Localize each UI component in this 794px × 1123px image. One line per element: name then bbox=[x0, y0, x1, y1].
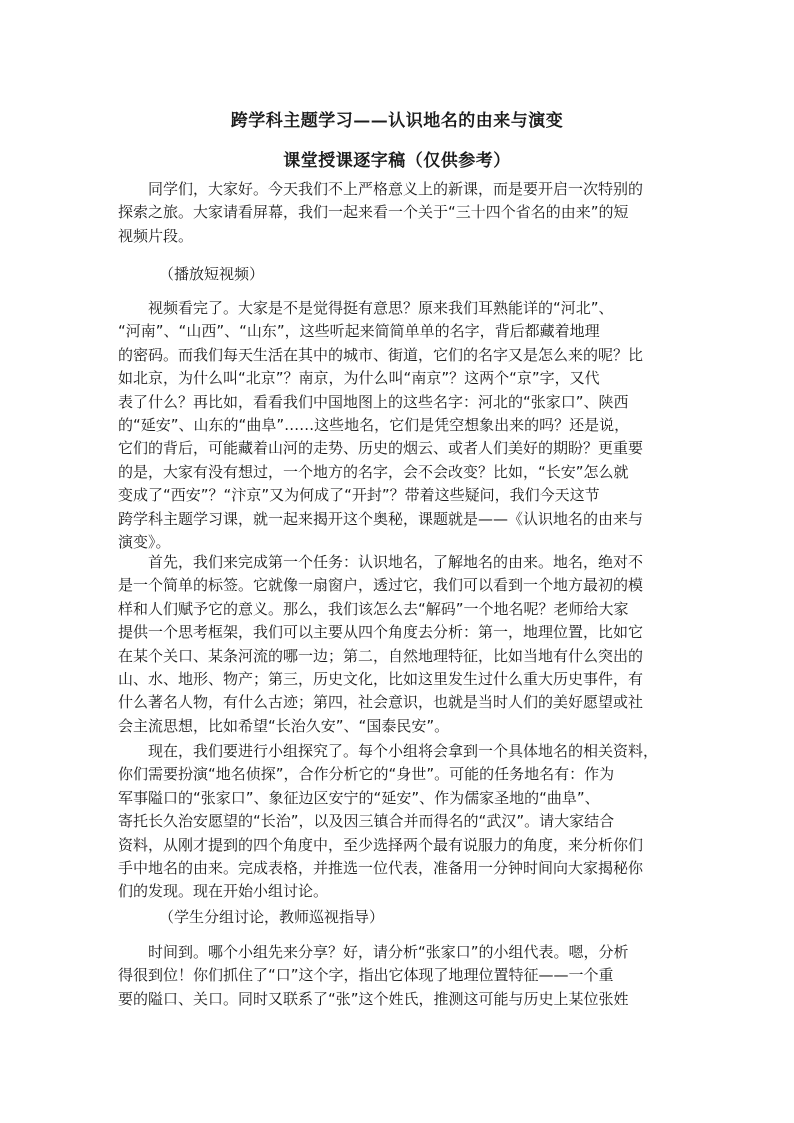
text-line: 寄托长久治安愿望的“长治”，以及因三镇合并而得名的“武汉”。请大家结合 bbox=[118, 812, 615, 831]
paragraph-group-inquiry bbox=[118, 740, 674, 904]
text-line: 的“延安”、山东的“曲阜”……这些地名，它们是凭空想象出来的吗？还是说， bbox=[118, 416, 630, 435]
text-line: 视频看完了。大家是不是觉得挺有意思？原来我们耳熟能详的“河北”、 bbox=[118, 299, 614, 317]
text-line: 提供一个思考框架，我们可以主要从四个角度去分析：第一，地理位置，比如它 bbox=[118, 623, 644, 642]
text-line: 在某个关口、某条河流的哪一边；第二，自然地理特征，比如当地有什么突出的 bbox=[118, 646, 644, 665]
text-line: 的是，大家有没有想过，一个地方的名字，会不会改变？比如，“长安”怎么就 bbox=[118, 462, 629, 481]
text-line: 首先，我们来完成第一个任务：认识地名，了解地名的由来。地名，绝对不 bbox=[118, 553, 644, 571]
text-line: “河南”、“山西”、“山东”，这些听起来简简单单的名字，背后都藏着地理 bbox=[118, 322, 600, 341]
text-line: 山、水、地形、物产；第三，历史文化，比如这里发生过什么重大历史事件，有 bbox=[118, 670, 644, 689]
text-line: 视频片段。 bbox=[118, 226, 194, 245]
text-line: 资料，从刚才提到的四个角度中，至少选择两个最有说服力的角度，来分析你们 bbox=[118, 835, 644, 854]
text-line: 什么著名人物，有什么古迹；第四，社会意识，也就是当时人们的美好愿望或社 bbox=[118, 693, 644, 712]
text-line: 跨学科主题学习课，就一起来揭开这个奥秘，课题就是——《认识地名的由来与 bbox=[118, 509, 644, 528]
text-line: 探索之旅。大家请看屏幕，我们一起来看一个关于“三十四个省名的由来”的短 bbox=[118, 203, 629, 222]
text-line: 样和人们赋予它的意义。那么，我们该怎么去“解码”一个地名呢？老师给大家 bbox=[118, 599, 629, 618]
text-line: 是一个简单的标签。它就像一扇窗户，透过它，我们可以看到一个地方最初的模 bbox=[118, 576, 644, 595]
text-line: 同学们，大家好。今天我们不上严格意义上的新课，而是要开启一次特别的 bbox=[118, 180, 644, 198]
text-line: 会主流思想，比如希望“长治久安”、“国泰民安”。 bbox=[118, 716, 450, 735]
text-line: 手中地名的由来。完成表格，并推选一位代表，准备用一分钟时间向大家揭秘你 bbox=[118, 859, 644, 878]
text-line: 们的发现。现在开始小组讨论。 bbox=[118, 882, 329, 901]
paragraph-sharing bbox=[118, 941, 674, 1011]
document-subtitle: 课堂授课逐字稿（仅供参考） bbox=[283, 151, 511, 171]
text-line: 的密码。而我们每天生活在其中的城市、街道，它们的名字又是怎么来的呢？比 bbox=[118, 345, 644, 364]
document-title: 跨学科主题学习——认识地名的由来与演变 bbox=[230, 111, 564, 131]
text-line: 表了什么？再比如，看看我们中国地图上的这些名字：河北的“张家口”、陕西 bbox=[118, 392, 629, 411]
stage-direction-video: （播放短视频） bbox=[159, 265, 265, 283]
text-line: 现在，我们要进行小组探究了。每个小组将会拿到一个具体地名的相关资料， bbox=[118, 742, 659, 760]
text-line: 变成了“西安”？“汴京”又为何成了“开封”？带着这些疑问，我们今天这节 bbox=[118, 486, 600, 505]
text-line: 你们需要扮演“地名侦探”，合作分析它的“身世”。可能的任务地名有：作为 bbox=[118, 765, 615, 784]
paragraph-intro bbox=[118, 178, 674, 248]
paragraph-task-one bbox=[118, 551, 674, 738]
text-line: 如北京，为什么叫“北京”？南京，为什么叫“南京”？这两个“京”字，又代 bbox=[118, 369, 600, 388]
text-line: 得很到位！你们抓住了“口”这个字，指出它体现了地理位置特征——一个重 bbox=[118, 966, 614, 985]
stage-direction-discussion: （学生分组讨论，教师巡视指导） bbox=[159, 908, 385, 926]
paragraph-video-discussion bbox=[118, 297, 674, 554]
text-line: 时间到。哪个小组先来分享？好，请分析“张家口”的小组代表。嗯，分析 bbox=[118, 943, 629, 961]
text-line: 演变》。 bbox=[118, 533, 171, 552]
text-line: 它们的背后，可能藏着山河的走势、历史的烟云、或者人们美好的期盼？更重要 bbox=[118, 439, 644, 458]
text-line: 要的隘口、关口。同时又联系了“张”这个姓氏，推测这可能与历史上某位张姓 bbox=[118, 989, 629, 1008]
text-line: 军事隘口的“张家口”、象征边区安宁的“延安”、作为儒家圣地的“曲阜”、 bbox=[118, 788, 600, 807]
